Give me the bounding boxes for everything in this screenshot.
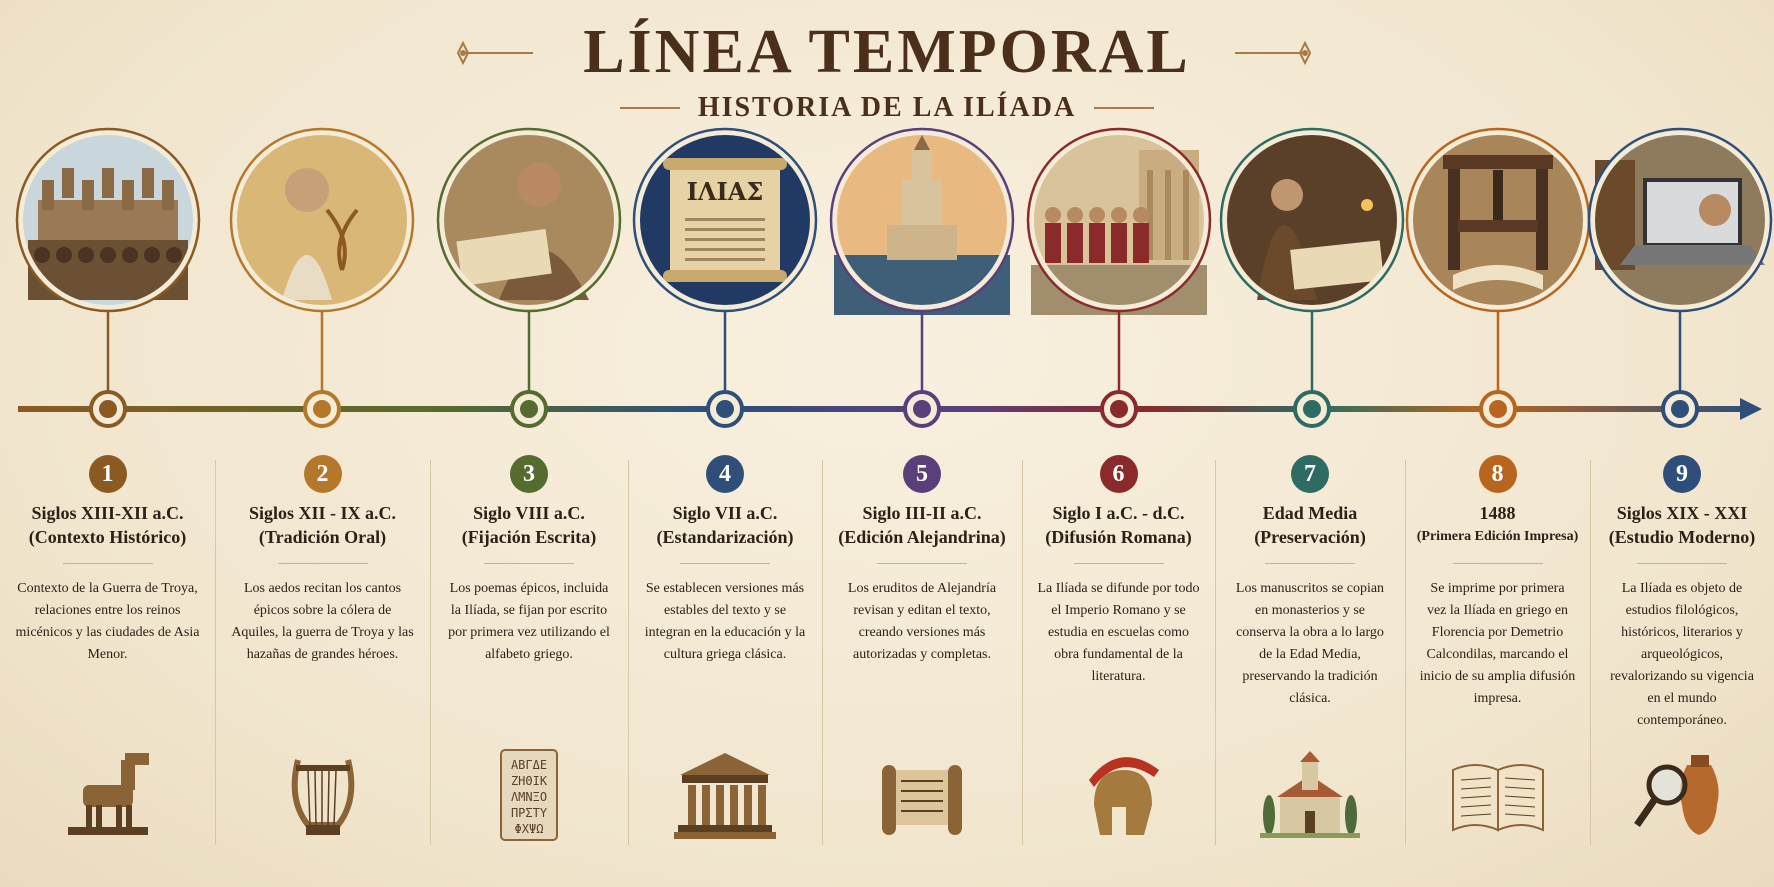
column-divider (215, 460, 216, 845)
event-icon-wrap (1215, 745, 1405, 845)
column-divider (430, 460, 431, 845)
timeline-node-dot (1303, 400, 1321, 418)
timeline-node-dot (313, 400, 331, 418)
event-icon-wrap (0, 745, 215, 845)
event-number-badge: 5 (903, 455, 941, 493)
event-icon-wrap (822, 745, 1022, 845)
event-number-badge: 9 (1663, 455, 1701, 493)
event-subtitle: (Estandarización) (656, 527, 794, 547)
timeline-arrowhead (1740, 398, 1762, 420)
event-subtitle: (Preservación) (1254, 527, 1366, 547)
event-separator (680, 563, 770, 564)
event-card-6 (1022, 455, 1215, 845)
mycenaean-citadel-illustration (17, 129, 199, 311)
svg-text:ΛΜΝΞΟ: ΛΜΝΞΟ (510, 790, 548, 804)
event-description: La Ilíada es objeto de estudios filológicos, históricos, literarios y arqueológicos, revalorizando su vigencia en el mundo contemporáneo. (1610, 581, 1754, 728)
event-card-4 (628, 455, 822, 845)
printing-press-illustration (1407, 129, 1589, 311)
event-separator (278, 563, 368, 564)
event-card-7 (1215, 455, 1405, 845)
laptop-study-illustration (1589, 129, 1771, 311)
roman-soldiers-illustration (1028, 129, 1210, 315)
greek-alphabet-tablet-icon (474, 745, 584, 845)
event-period: Siglo I a.C. - d.C. (1052, 503, 1185, 523)
svg-text:ΑΒΓΔΕ: ΑΒΓΔΕ (510, 758, 548, 772)
event-icon-wrap (1590, 745, 1774, 845)
scroll-icon (867, 745, 977, 845)
event-separator (1453, 563, 1543, 564)
monk-copying-illustration (1221, 129, 1403, 311)
event-period: Siglo III-II a.C. (862, 503, 982, 523)
event-separator (63, 563, 153, 564)
column-divider (1590, 460, 1591, 845)
timeline-node-dot (520, 400, 538, 418)
event-separator (484, 563, 574, 564)
monastery-icon (1255, 745, 1365, 845)
event-description: La Ilíada se difunde por todo el Imperio Romano y se estudia en escuelas como obra fundamental de la literatura. (1037, 581, 1200, 684)
event-description: Se establecen versiones más estables del texto y se integran en la educación y la cultura griega clásica. (644, 581, 806, 662)
column-divider (822, 460, 823, 845)
column-divider (1405, 460, 1406, 845)
column-divider (1022, 460, 1023, 845)
event-icon-wrap (1022, 745, 1215, 845)
event-subtitle: (Edición Alejandrina) (838, 527, 1006, 547)
event-card-9 (1590, 455, 1774, 845)
timeline-node-dot (1671, 400, 1689, 418)
timeline-node-dot (1110, 400, 1128, 418)
event-number-badge: 4 (706, 455, 744, 493)
scroll-title: ΙΛΙΑΣ (686, 177, 764, 206)
event-period: 1488 (1479, 503, 1516, 523)
event-card-1 (0, 455, 215, 845)
iliad-scroll-illustration (634, 129, 816, 311)
event-period: Siglos XIX - XXI (1616, 503, 1748, 523)
column-divider (628, 460, 629, 845)
event-card-2 (215, 455, 430, 845)
svg-text:ΦΧΨΩ: ΦΧΨΩ (514, 822, 544, 836)
page-title: LÍNEA TEMPORAL (583, 18, 1191, 86)
event-icon-wrap (1405, 745, 1590, 845)
event-number-badge: 8 (1479, 455, 1517, 493)
event-subtitle: (Contexto Histórico) (28, 527, 187, 547)
page-subtitle: HISTORIA DE LA ILÍADA (697, 92, 1077, 123)
column-divider (1215, 460, 1216, 845)
open-book-icon (1443, 745, 1553, 845)
event-number-badge: 7 (1291, 455, 1329, 493)
event-description: Los eruditos de Alejandría revisan y editan el texto, creando versiones más autorizadas y completas. (847, 581, 997, 662)
event-icon-wrap (628, 745, 822, 845)
event-number-badge: 1 (89, 455, 127, 493)
event-description: Los manuscritos se copian en monasterios y se conserva la obra a lo largo de la Edad Media, preservando la tradición clásica. (1235, 581, 1385, 706)
magnifier-amphora-icon (1627, 745, 1737, 845)
event-period: Siglo VII a.C. (672, 503, 778, 523)
event-period: Siglos XII - IX a.C. (248, 503, 397, 523)
roman-helmet-icon (1064, 745, 1174, 845)
timeline-node-dot (99, 400, 117, 418)
svg-text:ΠΡΣΤΥ: ΠΡΣΤΥ (510, 806, 548, 820)
event-icon-wrap (430, 745, 628, 845)
timeline-node-dot (1489, 400, 1507, 418)
event-number-badge: 2 (304, 455, 342, 493)
event-description: Contexto de la Guerra de Troya, relaciones entre los reinos micénicos y las ciudades de Asia Menor. (15, 581, 200, 662)
event-description: Se imprime por primera vez la Ilíada en griego en Florencia por Demetrio Calcondilas, marcando el inicio de su amplia difusión impresa. (1419, 581, 1576, 706)
event-number-badge: 3 (510, 455, 548, 493)
event-card-5 (822, 455, 1022, 845)
bard-with-lyre-illustration (231, 129, 413, 311)
lyre-icon (268, 745, 378, 845)
event-separator (1637, 563, 1727, 564)
lighthouse-of-alexandria-illustration (831, 129, 1013, 315)
event-period: Siglo VIII a.C. (473, 503, 585, 523)
event-separator (1074, 563, 1164, 564)
event-separator (877, 563, 967, 564)
timeline-node-dot (913, 400, 931, 418)
trojan-horse-icon (53, 745, 163, 845)
event-description: Los aedos recitan los cantos épicos sobre la cólera de Aquiles, la guerra de Troya y las hazañas de grandes héroes. (231, 581, 414, 662)
event-subtitle: (Estudio Moderno) (1608, 527, 1756, 547)
event-period: Siglos XIII-XII a.C. (31, 503, 184, 523)
event-separator (1265, 563, 1355, 564)
event-period: Edad Media (1262, 503, 1358, 523)
event-number-badge: 6 (1100, 455, 1138, 493)
event-card-8 (1405, 455, 1590, 845)
scribe-writing-illustration (438, 129, 620, 311)
event-card-3 (430, 455, 628, 845)
timeline-node-dot (716, 400, 734, 418)
event-subtitle: (Difusión Romana) (1045, 527, 1192, 547)
event-description: Los poemas épicos, incluida la Ilíada, se fijan por escrito por primera vez utilizando el alfabeto griego. (448, 581, 610, 662)
event-subtitle: (Fijación Escrita) (461, 527, 597, 547)
greek-temple-icon (670, 745, 780, 845)
svg-text:ΖΗΘΙΚ: ΖΗΘΙΚ (510, 774, 548, 788)
event-subtitle: (Primera Edición Impresa) (1416, 529, 1579, 544)
event-icon-wrap (215, 745, 430, 845)
event-subtitle: (Tradición Oral) (258, 527, 387, 547)
